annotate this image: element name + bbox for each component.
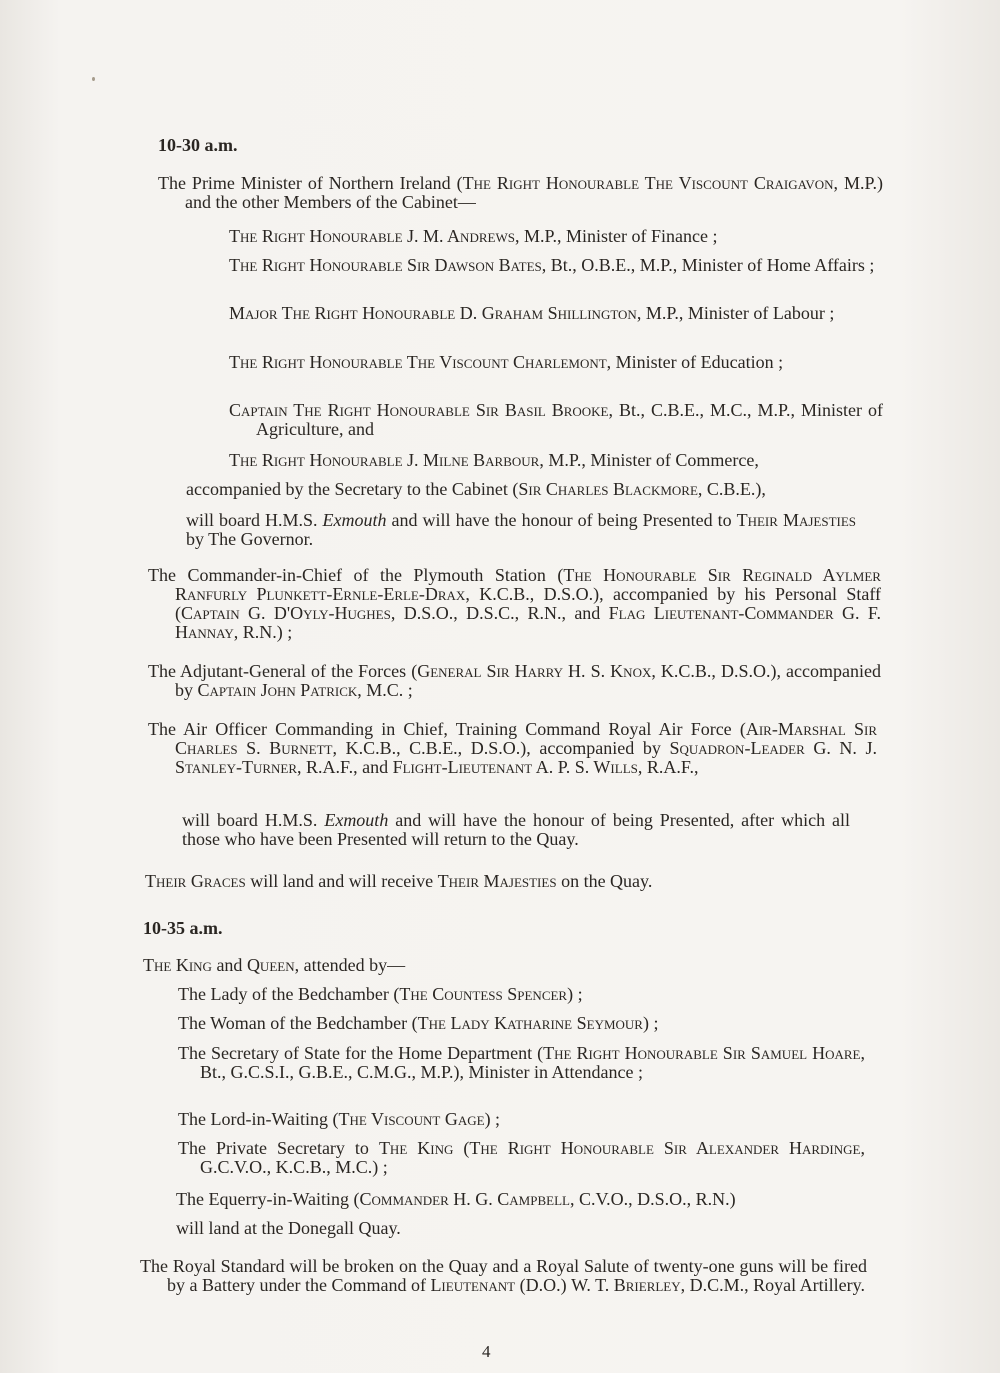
- text: (: [453, 1138, 470, 1158]
- text: The Private Secretary to: [178, 1138, 379, 1158]
- board-exmouth-1: [186, 511, 856, 549]
- staff-name: Flag Lieutenant-Commander G. F. Hannay: [175, 603, 881, 642]
- text: , D.C.M., Royal Artillery.: [680, 1275, 865, 1295]
- text: The Woman of the Bedchamber (: [178, 1013, 418, 1033]
- ship-name: Exmouth: [324, 810, 389, 830]
- text: will board H.M.S.: [186, 510, 323, 530]
- text: , C.V.O., D.S.O., R.N.): [569, 1189, 736, 1209]
- attendant-name: The King: [378, 1138, 454, 1158]
- text: , R.A.F.,: [637, 757, 699, 777]
- pm-name: The Right Honourable The Viscount Craigavon: [462, 173, 834, 193]
- air-officer-name: Air-Marshal Sir Charles S. Burnett: [175, 719, 877, 758]
- text: The Adjutant-General of the Forces (: [148, 661, 418, 681]
- minister-name: Major The Right Honourable D. Graham Shillington: [229, 303, 637, 323]
- text: , K.C.B., D.S.O.), accompanied by his Personal Staff (: [175, 584, 882, 623]
- paper-speck: [92, 77, 95, 81]
- text: , G.C.V.O., K.C.B., M.C.) ;: [200, 1138, 865, 1177]
- minister-labour: [229, 304, 883, 323]
- graces-paragraph: [145, 872, 855, 891]
- minister-name: The Right Honourable The Viscount Charlemont: [229, 352, 607, 372]
- minister-education: [229, 353, 883, 372]
- text: The Equerry-in-Waiting (: [176, 1189, 360, 1209]
- attendant-home-secretary: [178, 1044, 865, 1082]
- page-number: 4: [482, 1342, 491, 1361]
- text: ) ;: [567, 984, 583, 1004]
- land-donegall-quay: will land at the Donegall Quay.: [176, 1218, 401, 1238]
- aide-name: Squadron-Leader G. N. J. Stanley-Turner: [175, 738, 877, 777]
- attendant-name: Commander H. G. Campbell: [359, 1189, 570, 1209]
- time-heading-1035: 10-35 a.m.: [143, 918, 223, 938]
- aide-name: Flight-Lieutenant A. P. S. Wills: [392, 757, 638, 777]
- aide-name: Captain John Patrick: [197, 680, 358, 700]
- text: and: [211, 955, 247, 975]
- minister-detail: , Minister of Education ;: [606, 352, 784, 372]
- board-exmouth-2: [182, 811, 850, 849]
- minister-detail: , M.P., Minister of Labour ;: [636, 303, 835, 323]
- minister-detail: , Bt., C.B.E., M.C., M.P., Minister of Agriculture, and: [256, 400, 883, 439]
- time-heading-1030: 10-30 a.m.: [158, 135, 238, 155]
- adjutant-paragraph: [148, 662, 881, 700]
- text: by The Governor.: [186, 529, 314, 549]
- secretary-name: Sir Charles Blackmore: [518, 479, 698, 499]
- ship-name: Exmouth: [322, 510, 387, 530]
- text: The Lord-in-Waiting (: [178, 1109, 339, 1129]
- cinc-name: The Honourable Sir Reginald Aylmer Ranfurly Plunkett-Ernle-Erle-Drax: [175, 565, 881, 604]
- rank: Lieutenant: [430, 1275, 516, 1295]
- staff-name: Captain G. D'Oyly-Hughes: [181, 603, 391, 623]
- adjutant-name: General Sir Harry H. S. Knox: [417, 661, 652, 681]
- officer-name: W. T. Brierley: [571, 1275, 681, 1295]
- text: , attended by—: [294, 955, 406, 975]
- attendant-lady-bedchamber: [178, 985, 865, 1004]
- text: , R.A.F., and: [297, 757, 393, 777]
- text: The Commander-in-Chief of the Plymouth Station (: [148, 565, 564, 585]
- cinc-paragraph: [148, 566, 881, 642]
- text: The Secretary of State for the Home Department (: [178, 1043, 544, 1063]
- text: , K.C.B., D.S.O.), accompanied by: [175, 661, 881, 700]
- text: will land and will receive: [245, 871, 438, 891]
- majesties: Their Majesties: [437, 871, 557, 891]
- majesties: Their Majesties: [736, 510, 857, 530]
- text: on the Quay.: [556, 871, 653, 891]
- minister-detail: , M.P., Minister of Finance ;: [514, 226, 718, 246]
- pm-paragraph: [158, 174, 883, 212]
- text: ) ;: [484, 1109, 501, 1129]
- minister-commerce: [229, 451, 856, 470]
- attendant-name: The Right Honourable Sir Samuel Hoare: [543, 1043, 861, 1063]
- attendant-name: The Lady Katharine Seymour: [417, 1013, 643, 1033]
- minister-detail: , Bt., O.B.E., M.P., Minister of Home Affairs ;: [541, 255, 875, 275]
- attendant-private-secretary: [178, 1139, 865, 1177]
- queen: Queen: [246, 955, 295, 975]
- graces: Their Graces: [145, 871, 246, 891]
- text: , C.B.E.),: [697, 479, 766, 499]
- attendant-name: The Countess Spencer: [399, 984, 568, 1004]
- king: The King: [143, 955, 212, 975]
- text: , M.C. ;: [357, 680, 413, 700]
- text: , D.S.O., D.S.C., R.N., and: [390, 603, 609, 623]
- text: accompanied by the Secretary to the Cabinet (: [186, 479, 519, 499]
- minister-home-affairs: [229, 256, 883, 275]
- text: (D.O.): [515, 1275, 572, 1295]
- minister-agriculture: [229, 401, 883, 439]
- king-queen-intro: [143, 956, 405, 975]
- text: , Bt., G.C.S.I., G.B.E., C.M.G., M.P.), Minister in Attendance ;: [200, 1043, 866, 1082]
- minister-name: The Right Honourable J. M. Andrews: [229, 226, 515, 246]
- text: The Air Officer Commanding in Chief, Training Command Royal Air Force (: [148, 719, 746, 739]
- text: and will have the honour of being Presented, after which all those who have been Presented will return to the Quay.: [182, 810, 851, 849]
- minister-detail: , M.P., Minister of Commerce,: [539, 450, 759, 470]
- attendant-woman-bedchamber: [178, 1014, 865, 1033]
- minister-name: The Right Honourable J. Milne Barbour: [229, 450, 540, 470]
- text: The Royal Standard will be broken on the Quay and a Royal Salute of twenty-one guns will be fired by a Battery under the Command of: [140, 1256, 867, 1295]
- accompanied-by-secretary: [186, 480, 856, 499]
- text: The Lady of the Bedchamber (: [178, 984, 400, 1004]
- text: , R.N.) ;: [233, 622, 293, 642]
- pm-intro-end: , M.P.) and the other Members of the Cabinet—: [185, 173, 883, 212]
- attendant-lord-in-waiting: [178, 1110, 865, 1129]
- attendant-equerry: [176, 1190, 865, 1209]
- minister-name: Captain The Right Honourable Sir Basil Brooke: [229, 400, 609, 420]
- minister-finance: [229, 227, 883, 246]
- text: , K.C.B., C.B.E., D.S.O.), accompanied by: [332, 738, 670, 758]
- attendant-name: The Right Honourable Sir Alexander Hardinge: [469, 1138, 861, 1158]
- text: and will have the honour of being Presented to: [386, 510, 737, 530]
- attendant-name: The Viscount Gage: [338, 1109, 485, 1129]
- text: will board H.M.S.: [182, 810, 325, 830]
- pm-intro: The Prime Minister of Northern Ireland (: [158, 173, 463, 193]
- text: ) ;: [642, 1013, 659, 1033]
- air-officer-paragraph: [148, 720, 877, 777]
- minister-name: The Right Honourable Sir Dawson Bates: [229, 255, 542, 275]
- royal-standard-paragraph: [140, 1257, 867, 1295]
